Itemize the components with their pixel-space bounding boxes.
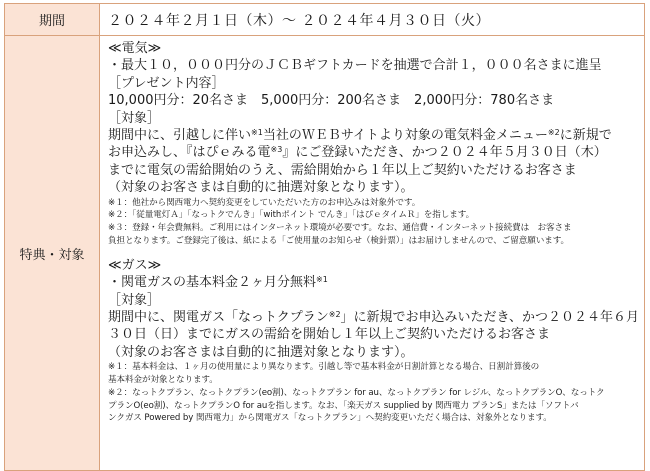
electric-note-3-line-2: 負担となります。ご登録完了後は、紙による「ご使用量のお知らせ（検針票）」はお届けしませんので、ご留意願います。 — [108, 236, 570, 247]
gas-note-2-line-1: ※２：なっトクプラン、なっトクプラン(eo割)、なっトクプラン for au、なっトクプラン for レジル、なっトクプランO、なっトク — [108, 387, 605, 398]
footnote-ref: ※1 — [316, 275, 328, 285]
gas-target-line-2: ３０日（日）までにガスの需給を開始し１年以上ご契約いただけるお客さま — [108, 327, 551, 343]
gas-section — [108, 257, 638, 425]
electric-target-line-2: お申込みし、『はぴｅみる電$^{※3}$』にご登録いただき、かつ２０２４年５月３０日（木） — [108, 145, 607, 161]
electric-target-line-1: 期間中に、引越しに伴い$^{※1}$当社のＷＥＢサイトより対象の電気料金メニュー$^{※2}$に新規で — [108, 128, 612, 144]
gas-target-heading: ［対象］ — [108, 292, 161, 308]
electric-target-line-4: （対象のお客さまは自動的に抽選対象となります）。 — [108, 180, 414, 196]
electric-offer: ・最大１０，０００円分のＪＣＢギフトカードを抽選で合計１，０００名さまに進呈 — [108, 58, 602, 74]
gas-note-2-line-2: プランO(eo割)、なっトクプランO for auを指します。なお、「楽天ガス supplied by 関西電力 プランS」または「ソフトバ — [108, 400, 579, 411]
gas-target-line-1: 期間中に、関電ガス「なっトクプラン$^{※2}$」に新規でお申込みいただき、かつ２０２４年６月 — [108, 310, 640, 326]
gas-note-1-line-2: 基本料金が対象となります。 — [108, 375, 218, 386]
electric-prizes: 10,000円分：20名さま 5,000円分：200名さま 2,000円分：780名さま — [108, 93, 555, 109]
footnote-ref: ※3 — [270, 145, 283, 155]
gas-offer: ・関電ガスの基本料金２ヶ月分無料$^{※1}$ — [108, 275, 328, 291]
footnote-ref: ※1 — [251, 128, 263, 138]
benefits-row — [5, 36, 645, 471]
benefits-header: 特典・対象 — [5, 36, 100, 471]
gas-target-line-3: （対象のお客さまは自動的に抽選対象となります）。 — [108, 344, 414, 360]
benefits-content — [100, 36, 645, 471]
electric-note-2: ※２：「従量電灯Ａ」「なっトクでんき」「withポイント でんき」「はぴｅタイムＲ」を指します。 — [108, 210, 475, 221]
electric-note-3-line-1: ※３：登録・年会費無料。ご利用にはインターネット環境が必要です。なお、通信費・インターネット接続費は お客さま — [108, 223, 572, 234]
period-row — [5, 4, 645, 36]
electric-section — [108, 40, 638, 248]
gas-heading: ≪ガス≫ — [108, 257, 162, 273]
gas-note-2-line-3: ンクガス Powered by 関西電力」から関電ガス「なっトクプラン」へ契約変更いただく場合は、対象外となります。 — [108, 413, 552, 424]
period-header: 期間 — [5, 4, 100, 36]
electric-prize-heading: ［プレゼント内容］ — [108, 75, 225, 91]
electric-target-heading: ［対象］ — [108, 110, 161, 126]
footnote-ref: ※2 — [328, 310, 341, 320]
electric-note-1: ※１：他社から関西電力へ契約変更をしていただいた方のお申込みは対象外です。 — [108, 197, 421, 208]
campaign-table — [4, 3, 645, 471]
electric-target-line-3: までに電気の需給開始のうえ、需給開始から１年以上ご契約いただけるお客さま — [108, 162, 577, 178]
period-value: ２０２４年２月１日（木）～ ２０２４年４月３０日（火） — [100, 4, 645, 36]
gas-note-1-line-1: ※１：基本料金は、１ヶ月の使用量により異なります。引越し等で基本料金が日割計算となる場合、日割計算後の — [108, 362, 540, 373]
electric-heading: ≪電気≫ — [108, 41, 162, 56]
footnote-ref: ※2 — [547, 128, 560, 138]
